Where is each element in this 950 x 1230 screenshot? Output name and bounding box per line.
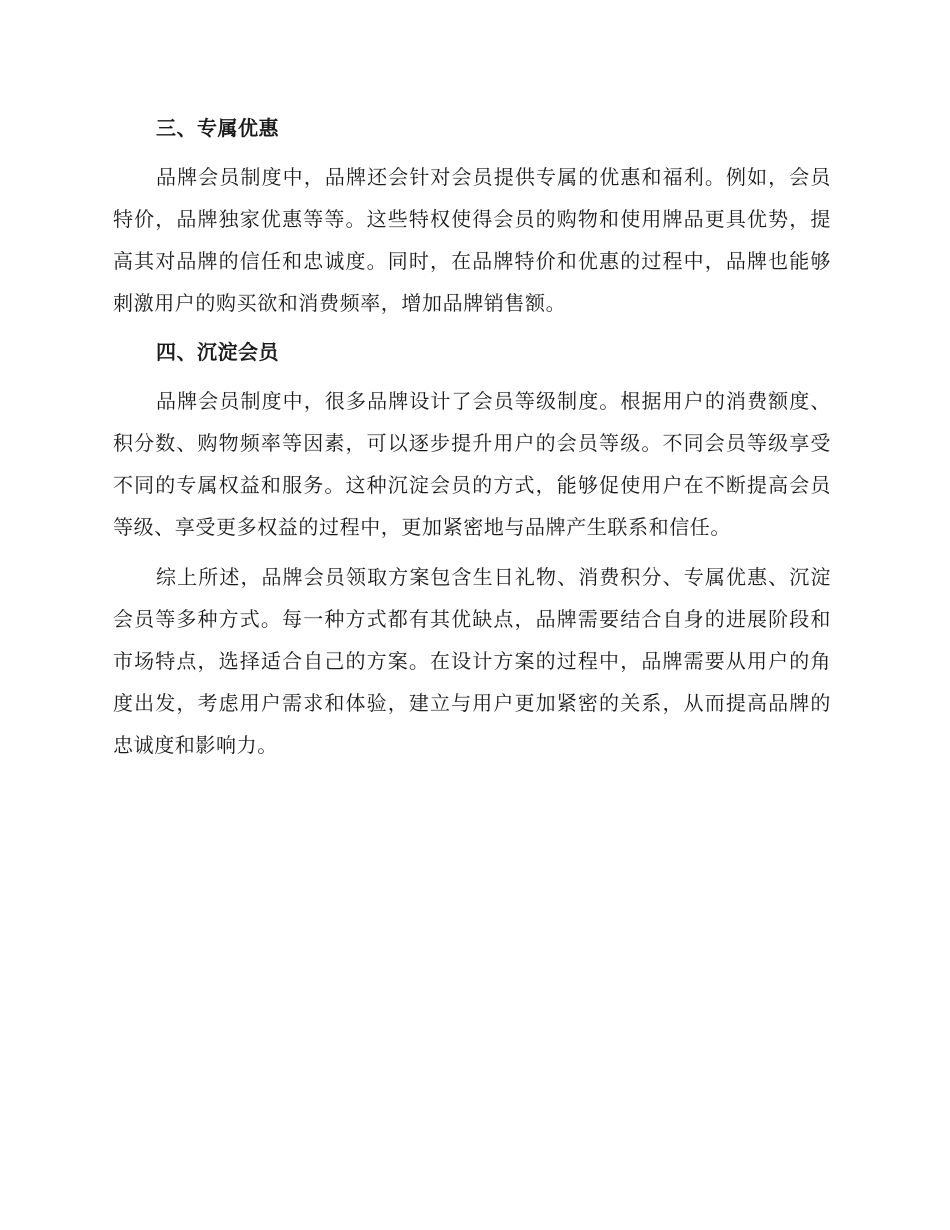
document-body bbox=[113, 108, 831, 774]
conclusion-paragraph: 综上所述，品牌会员领取方案包含生日礼物、消费积分、专属优惠、沉淀会员等多种方式。每一种方式都有其优缺点，品牌需要结合自身的进展阶段和市场特点，选择适合自己的方案。在设计方案的过程中，品牌需要从用户的角度出发，考虑用户需求和体验，建立与用户更加紧密的关系，从而提高品牌的忠诚度和影响力。 bbox=[113, 565, 831, 757]
section-heading-member-retention: 四、沉淀会员 bbox=[156, 340, 279, 364]
section-paragraph-member-retention: 品牌会员制度中，很多品牌设计了会员等级制度。根据用户的消费额度、积分数、购物频率等因素，可以逐步提升用户的会员等级。不同会员等级享受不同的专属权益和服务。这种沉淀会员的方式，能够促使用户在不断提高会员等级、享受更多权益的过程中，更加紧密地与品牌产生联系和信任。 bbox=[113, 389, 831, 539]
section-heading-exclusive-offers: 三、专属优惠 bbox=[156, 116, 279, 140]
section-paragraph-exclusive-offers: 品牌会员制度中，品牌还会针对会员提供专属的优惠和福利。例如，会员特价，品牌独家优惠等等。这些特权使得会员的购物和使用牌品更具优势，提高其对品牌的信任和忠诚度。同时，在品牌特价和优惠的过程中，品牌也能够刺激用户的购买欲和消费频率，增加品牌销售额。 bbox=[113, 165, 831, 315]
